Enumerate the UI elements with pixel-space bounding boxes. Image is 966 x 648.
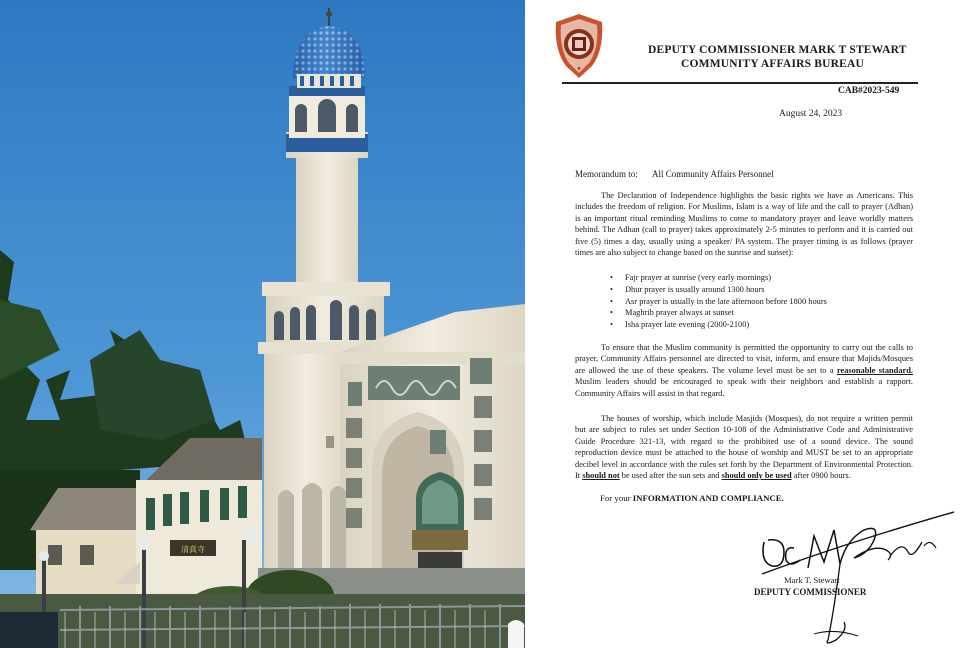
paragraph-speakers: [575, 342, 913, 399]
list-item: • Dhur prayer is usually around 1300 hours: [608, 284, 827, 296]
prayer-times-list: [608, 272, 827, 331]
paragraph-text: Muslim leaders should be encouraged to speak with their neighbors and establish a rapport. Community Affairs will assist in that regard.: [575, 377, 913, 398]
closing-prefix: For your: [600, 493, 633, 503]
header-title: DEPUTY COMMISSIONER MARK T STEWART: [648, 44, 907, 56]
emphasis-text: should only be used: [721, 471, 792, 481]
list-item: • Fajr prayer at sunrise (very early mornings): [608, 272, 827, 284]
recipient-label: Memorandum to:: [575, 169, 638, 179]
signer-title: DEPUTY COMMISSIONER: [754, 587, 867, 597]
paragraph-permits: [575, 413, 913, 481]
police-seal-icon: [552, 12, 606, 80]
handwritten-signature: [754, 500, 954, 648]
header-subtitle: COMMUNITY AFFAIRS BUREAU: [681, 58, 865, 70]
paragraph-text: The houses of worship, which include Masjids (Mosques), do not require a written permit but are subject to rules set under Section 10-108 of the Administrative Code and Administrative Guide Procedure 321-13, with regard to the prohibited use of a sound device. The sound reproduction device must be attached to the house of worship and MUST be set to an appropriate decibel level in accordance with the rules set forth by the Department of Environmental Protection. It: [575, 414, 913, 481]
paragraph-text: be used after the sun sets and: [619, 471, 722, 481]
recipient-value: All Community Affairs Personnel: [652, 169, 774, 179]
reference-number: CAB#2023-549: [838, 86, 900, 96]
memo-date: August 24, 2023: [779, 109, 843, 119]
list-item: • Asr prayer is usually in the late afternoon before 1800 hours: [608, 296, 827, 308]
svg-text:★: ★: [576, 66, 582, 72]
memo-document: [528, 0, 966, 648]
closing-bold: INFORMATION AND COMPLIANCE.: [632, 493, 784, 503]
paragraph-text: To ensure that the Muslim community is permitted the opportunity to carry out the calls to prayer, Community Affairs personnel are directed to visit, inform, and ensure that Majids/Mosques are allowed the use of these speakers. The volume level must be set to a: [575, 343, 913, 375]
signer-name: Mark T. Stewart: [784, 575, 840, 585]
emphasis-text: reasonable standard.: [836, 365, 913, 375]
list-item: • Maghrib prayer always at sunset: [608, 307, 827, 319]
emphasis-text: should not: [582, 471, 620, 481]
signage-text: 清真寺: [181, 545, 205, 554]
list-item: • Isha prayer late evening (2000-2100): [608, 319, 827, 331]
paragraph-text: after 0900 hours.: [791, 471, 851, 481]
paragraph-intro: The Declaration of Independence highlights the basic rights we have as Americans. This includes the freedom of religion. For Muslims, Islam is a way of life and the call to prayer (Adhan) is an important ritual reminding Muslims to come to mandatory prayer and leave worldly matters behind. The Adhan (call to prayer) takes approximately 2-5 minutes to perform and it is carried out five (5) times a day, usually using a speaker/ PA system. The prayer timing is as follows (prayer times are also subject to change based on the sunrise and sunset):: [575, 191, 913, 258]
header-rule: [562, 82, 918, 84]
